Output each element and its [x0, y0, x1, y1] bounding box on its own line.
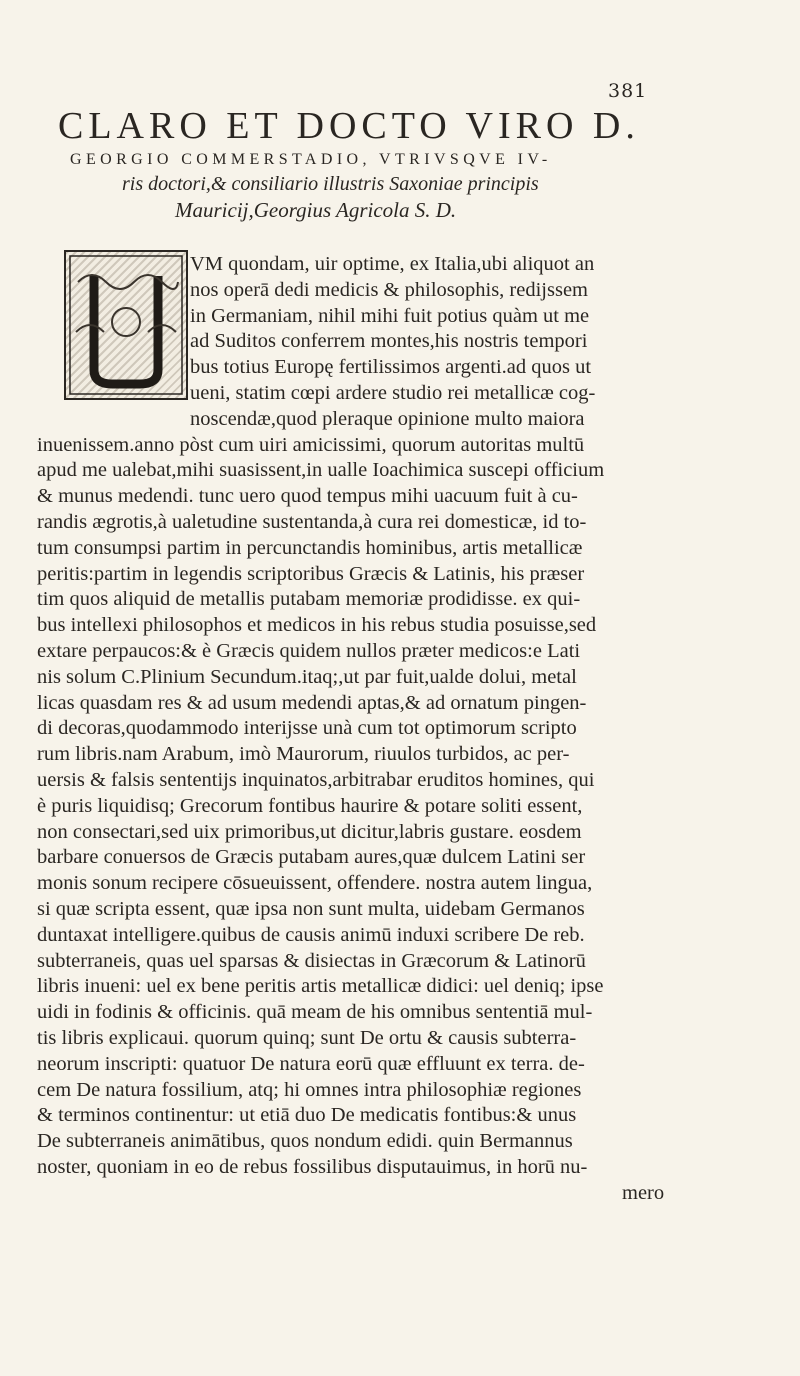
- body-line: barbare conuersos de Græcis putabam aures,quæ dulcem Latini ser: [37, 846, 586, 869]
- subheading-line-1: GEORGIO COMMERSTADIO, VTRIVSQVE IV-: [70, 151, 552, 168]
- body-line: cem De natura fossilium, atq; hi omnes intra philosophiæ regiones: [37, 1078, 582, 1101]
- body-line: nis solum C.Plinium Secundum.itaq;,ut par fuit,ualde dolui, metal: [37, 665, 577, 688]
- body-line: ueni, statim cœpi ardere studio rei metallicæ cog-: [190, 382, 596, 404]
- body-line: tum consumpsi partim in percunctandis hominibus, artis metallicæ: [37, 536, 583, 559]
- body-line: rum libris.nam Arabum, imò Maurorum, riuulos turbidos, ac per-: [37, 743, 570, 766]
- body-line: è puris liquidisq; Grecorum fontibus haurire & potare soliti essent,: [37, 794, 583, 817]
- body-line: uidi in fodinis & officinis. quā meam de his omnibus sententiā mul-: [37, 1001, 593, 1024]
- page-number: 381: [608, 80, 648, 102]
- body-line: & munus medendi. tunc uero quod tempus mihi uacuum fuit à cu-: [37, 485, 578, 508]
- page-heading: CLARO ET DOCTO VIRO D.: [58, 105, 640, 147]
- body-line: peritis:partim in legendis scriptoribus Græcis & Latinis, his præser: [37, 562, 585, 585]
- body-line: apud me ualebat,mihi suasissent,in ualle Ioachimica suscepi officium: [37, 459, 605, 482]
- body-line: libris inueni: uel ex bene peritis artis metallicæ didici: uel deniq; ipse: [37, 975, 604, 998]
- body-line: De subterraneis animātibus, quos nondum edidi. quin Bermannus: [37, 1130, 573, 1153]
- body-line: non consectari,sed uix primoribus,ut dicitur,labris gustare. eosdem: [37, 820, 582, 843]
- body-line: noster, quoniam in eo de rebus fossilibus disputauimus, in horū nu-: [37, 1156, 588, 1178]
- subheading-line-3: Mauricij,Georgius Agricola S. D.: [175, 198, 457, 222]
- catchword: mero: [622, 1181, 665, 1204]
- body-line: ad Suditos conferrem montes,his nostris tempori: [190, 330, 588, 353]
- body-line: monis sonum recipere cōsueuissent, offendere. nostra autem lingua,: [37, 872, 593, 895]
- subheading-line-2: ris doctori,& consiliario illustris Saxoniae principis: [122, 173, 539, 195]
- body-line: bus intellexi philosophos et medicos in his rebus studia posuisse,sed: [37, 614, 597, 637]
- body-line: duntaxat intelligere.quibus de causis animū induxi scribere De reb.: [37, 923, 585, 946]
- body-line: inuenissem.anno pòst cum uiri amicissimi, quorum autoritas multū: [37, 433, 585, 456]
- decorated-initial-icon: [64, 250, 188, 400]
- body-line: tis libris explicaui. quorum quinq; sunt De ortu & causis subterra-: [37, 1027, 577, 1049]
- body-line: di decoras,quodammodo interijsse unà cum tot optimorum scripto: [37, 717, 577, 740]
- body-line: uersis & falsis sententijs inquinatos,arbitrabar eruditos homines, qui: [37, 769, 595, 791]
- body-line: & terminos continentur: ut etiā duo De medicatis fontibus:& unus: [37, 1104, 577, 1127]
- body-line: noscendæ,quod pleraque opinione multo maiora: [190, 407, 585, 430]
- body-line: subterraneis, quas uel sparsas & disiectas in Græcorum & Latinorū: [37, 949, 586, 972]
- body-line: bus totius Europę fertilissimos argenti.ad quos ut: [190, 356, 592, 379]
- body-line: VM quondam, uir optime, ex Italia,ubi aliquot an: [190, 253, 595, 275]
- body-line: licas quasdam res & ad usum medendi aptas,& ad ornatum pingen-: [37, 691, 587, 714]
- body-line: si quæ scripta essent, quæ ipsa non sunt multa, uidebam Germanos: [37, 898, 585, 920]
- body-line: tim quos aliquid de metallis putabam memoriæ prodidisse. ex qui-: [37, 588, 581, 611]
- body-line: extare perpaucos:& è Græcis quidem nullos præter medicos:e Lati: [37, 640, 581, 662]
- body-line: neorum inscripti: quatuor De natura eorū quæ effluunt ex terra. de-: [37, 1052, 585, 1075]
- body-line: in Germaniam, nihil mihi fuit potius quàm ut me: [190, 304, 590, 327]
- body-line: randis ægrotis,à ualetudine sustentanda,à cura rei domesticæ, id to-: [37, 511, 587, 533]
- body-line: nos operā dedi medicis & philosophis, redijssem: [190, 278, 588, 301]
